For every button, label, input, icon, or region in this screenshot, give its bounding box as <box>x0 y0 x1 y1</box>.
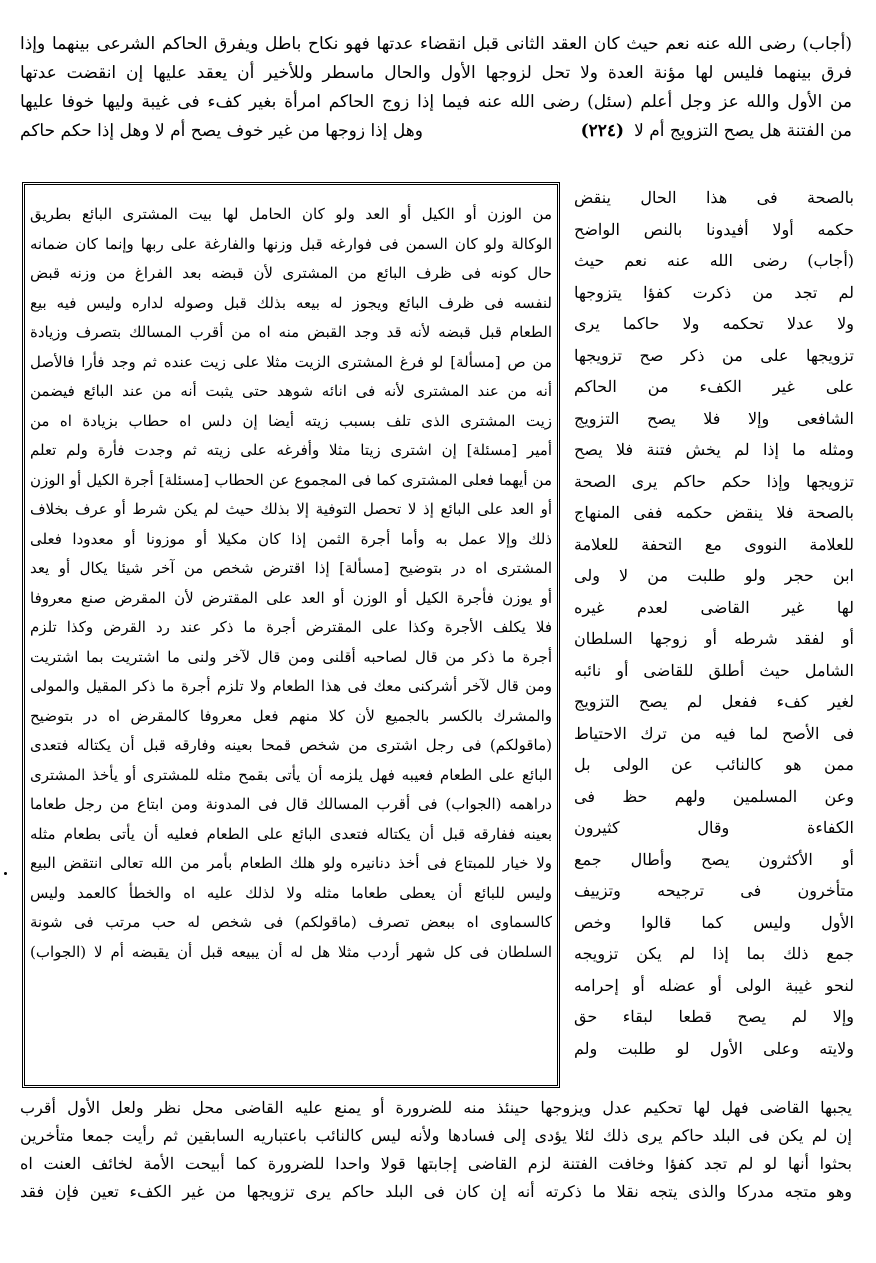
bottom-line: بحثوا أنها لو لم تجد كفؤا وخافت الفتنة لزم القاضى إجابتها قولا واحدا للضرورة كما أبيحت الأمة لخائف العنت اه <box>20 1154 852 1173</box>
top-line: فرق بينهما فليس لها مؤنة العدة ولا تحل لزوجها الأول والحال ماسطر وللأخير أن يعقد عليها إن انقضت عدتها <box>20 63 852 83</box>
side-line: الأول وليس كما قالوا وخص <box>574 912 854 932</box>
note-line: السلطان فى كل شهر أردب مثلا هل له أن يبيعه قبل أن يقبضه أم لا (الجواب) <box>30 942 552 961</box>
side-line: أو لفقد شرطه أو زوجها السلطان <box>574 629 854 648</box>
note-line: المشترى اه در بتوضيح [مسألة] إذا اقترض شخص من آخر شيئا يكال أو يعد <box>30 559 552 577</box>
side-line: تزويجها على من ذكر صح تزويجها <box>574 345 854 365</box>
side-line: لنحو غيبة الولى أو عضله أو إحرامه <box>574 975 854 995</box>
side-line: حكمه أولا أفيدونا بالنص الواضح <box>574 219 854 239</box>
side-line: ابن حجر ولو طلبت من لا ولى <box>574 566 854 585</box>
side-line: بالصحة فلا ينقض حكمه ففى المنهاج <box>574 503 854 522</box>
side-line: بالصحة فى هذا الحال ينقض <box>574 188 854 207</box>
note-line: وليس للبائع أن يعطى طعاما مثله ولا لذلك عليه اه والخطأ كالعمد وليس <box>30 883 552 902</box>
bottom-line: يجبها القاضى فهل لها تحكيم عدل ويزوجها حينئذ منه للضرورة أو يمنع عليه القاضى محل نظر ولعل الأول أقرب <box>20 1098 852 1117</box>
note-line: (ماقولكم) فى رجل اشترى من شخص قمحا بعينه وفارقه قبل أن يكتاله فتعدى <box>30 736 552 754</box>
margin-speck <box>4 872 7 875</box>
note-line: لنفسه فى ظرف البائع ويجوز له بيعه بذلك قبل وصوله لداره وليس فيه بيع <box>30 293 552 312</box>
note-line: أنه من عند المشترى لأنه فى انائه شوهد حتى يثبت أنه من عند البائع فيضمن <box>30 382 552 400</box>
side-line: وعن المسلمين ولهم حظ فى <box>574 786 854 806</box>
top-last-line-left: وهل إذا زوجها من غير خوف يصح أم لا وهل إذا حكم حاكم <box>20 121 423 141</box>
side-line: ولايته وعلى الأول لو طلبت ولم <box>574 1038 854 1058</box>
side-line: على غير الكفء من الحاكم <box>574 377 854 396</box>
side-line: لغير كفء ففعل لم يصح التزويج <box>574 692 854 711</box>
note-line: حال كونه فى ظرف البائع من المشترى لأن قبضه بعد الفراغ من وزنه قبض <box>30 264 552 282</box>
note-line: فلا يكلف الأجرة وكذا على المقترض أجرة ما ذكر عند رد القرض وكذا تلزم <box>30 618 552 636</box>
side-line: ولا عدلا تحكمه ولا حاكما يرى <box>574 314 854 333</box>
note-line: البائع على الطعام فعيبه فهل يلزمه أن يأتى بقمح مثله للمشترى أو يأخذ المشترى <box>30 765 552 784</box>
note-line: والمشرك بالكسر بالجميع لأن كلا منهم فعل معروفا كالمقرض اه در بتوضيح <box>30 706 552 725</box>
side-line: تزويجها وإذا حكم حاكم يرى الصحة <box>574 471 854 491</box>
top-last-line-right: من الفتنة هل يصح التزويج أم لا <box>634 121 852 141</box>
side-column <box>574 182 854 1064</box>
top-line: من الأول والله عز وجل أعلم (سئل) رضى الله عنه فيما إذا زوج الحاكم امرأة بغير كفء فى غيبة وليها خوفا عليها <box>20 92 852 112</box>
side-line: ممن هو كالنائب عن الولى بل <box>574 755 854 774</box>
side-line: ومثله ما إذا لم يخش فتنة فلا يصح <box>574 440 854 459</box>
note-line: كالسماوى اه ببعض تصرف (ماقولكم) فى شخص له حب مرتب فى شونة <box>30 913 552 931</box>
bottom-line: وهو متجه مدركا والذى يتجه نقلا ما ذكرته أنه إن كان فى البلد حاكم يرى تزويجها من غير الكفء تعين فإن فقد <box>20 1182 852 1201</box>
note-line: الوكالة ولو كان السمن فى فوارغه قبل وزنها والفارغة على ربها وإنما كان ضمانه <box>30 234 552 253</box>
note-line: دراهمه (الجواب) فى أقرب المسالك قال فى المدونة ومن ابتاع من رجل طعاما <box>30 795 552 813</box>
note-line: من أيهما فعلى المشترى كما فى المجموع عن الحطاب [مسئلة] أجرة الكيل أو الوزن <box>30 470 552 489</box>
bottom-line: إن لم يكن فى البلد حاكم يرى ذلك لئلا يؤدى إلى فسادها ولأنه ليس كالنائب باعتباريه السابقين ثم رأيت جمعا متأخرين <box>20 1126 852 1145</box>
note-line: بعينه ففارقه قبل أن يكتاله فتعدى البائع على الطعام فعليه أن يأتى بطعام مثله <box>30 824 552 843</box>
note-line: ومن قال لآخر أشركنى معك فى هذا الطعام ولا تلزم أجرة ما ذكر المقيل والمولى <box>30 677 552 695</box>
note-line: ولا خيار للمبتاع فى أخذ دنانيره ولو هلك الطعام بأمر من الله تعالى انتقض البيع <box>30 854 552 872</box>
margin-note-text <box>30 200 552 967</box>
note-line: أجرة ما ذكر من قال لصاحبه أقلنى ومن قال لآخر ولنى ما اشتريت بما اشتريت <box>30 647 552 666</box>
top-text-block <box>20 30 852 146</box>
note-line: ذلك وإلا عمل به وأما أجرة الثمن إذا كان مكيلا أو موزونا أو معدودا فعلى <box>30 529 552 548</box>
side-line: جمع ذلك بما إذا لم يكن تزويجه <box>574 944 854 963</box>
side-line: (أجاب) رضى الله عنه نعم حيث <box>574 251 854 270</box>
top-line: (أجاب) رضى الله عنه نعم حيث كان العقد الثانى قبل انقضاء عدتها فهو نكاح باطل ويفرق الحاكم الشرعى بينهما وإذا <box>20 34 852 54</box>
side-line: للعلامة النووى مع التحفة للعلامة <box>574 534 854 554</box>
note-line: زيت المشترى الذى تلف بسبب زيته أيضا إن دلس اه حطاب بزيادة اه من <box>30 411 552 430</box>
side-line: لم تجد من ذكرت كفؤا يتزوجها <box>574 282 854 302</box>
side-line: متأخرون فى ترجيحه وتزييف <box>574 881 854 900</box>
side-line: أو الأكثرون يصح وأطال جمع <box>574 849 854 869</box>
bottom-text-block <box>20 1094 852 1206</box>
side-line: الكفاءة وقال كثيرون <box>574 818 854 837</box>
note-line: أمير [مسئلة] إن اشترى زيتا مثلا وأفرغه على زيته ثم وجدت فأرة ولم تعلم <box>30 441 552 459</box>
side-line: وإلا لم يصح قطعا لبقاء حق <box>574 1007 854 1026</box>
page-number: (٢٢٤) <box>580 121 625 141</box>
note-line: من ص [مسألة] لو فرغ المشترى الزيت مثلا على زيت عنده ثم وجد فأرا فالأصل <box>30 352 552 371</box>
top-last-line <box>20 117 852 146</box>
side-line: فى الأصح لما فيه من ترك الاحتياط <box>574 723 854 743</box>
note-line: من الوزن أو الكيل أو العد ولو كان الحامل لها بيت المشترى البائع بطريق <box>30 205 552 223</box>
note-line: الطعام قبل قبضه لأنه قد وجد القبض منه اه من أقرب المسالك بتصرف وزيادة <box>30 323 552 341</box>
note-line: أو يوزن فأجرة الكيل أو الوزن أو العد على المقترض لأن المقرض صنع معروفا <box>30 588 552 607</box>
side-line: الشامل حيث أطلق للقاضى أو نائبه <box>574 660 854 680</box>
side-line: الشافعى وإلا فلا يصح التزويج <box>574 408 854 428</box>
note-line: أو العد على البائع إذ لا تحصل التوفية إلا بذلك حيث لم يكن شرط أو عرف بخلاف <box>30 500 552 518</box>
side-line: لها غير القاضى لعدم غيره <box>574 597 854 617</box>
